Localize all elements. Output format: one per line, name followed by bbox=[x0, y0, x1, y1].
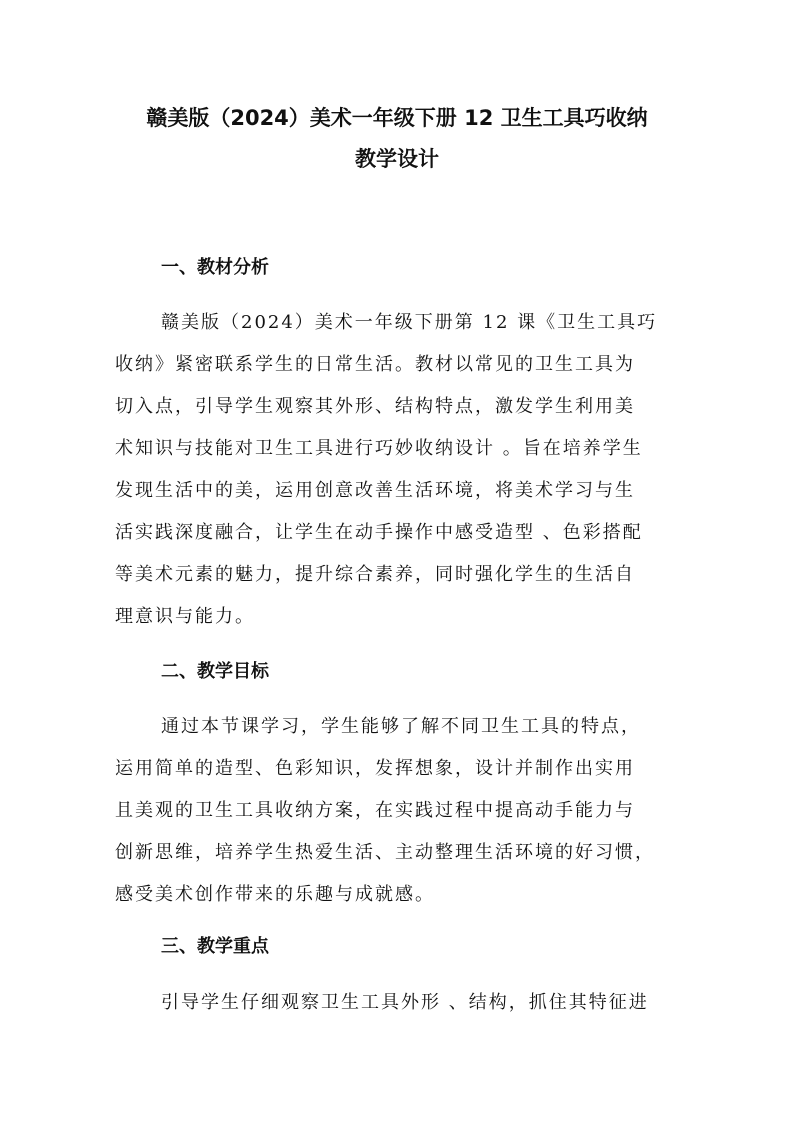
document-title: 赣美版（2024）美术一年级下册 12 卫生工具巧收纳 bbox=[146, 106, 648, 130]
paragraph-line: 术知识与技能对卫生工具进行巧妙收纳设计 。旨在培养学生 bbox=[115, 438, 643, 459]
document-subtitle: 教学设计 bbox=[355, 147, 439, 171]
section-heading-textbook-analysis: 一、教材分析 bbox=[161, 257, 269, 278]
section-heading-teaching-goals: 二、教学目标 bbox=[161, 661, 269, 682]
paragraph-line: 创新思维，培养学生热爱生活、主动整理生活环境的好习惯， bbox=[115, 842, 655, 863]
paragraph-line: 活实践深度融合，让学生在动手操作中感受造型 、色彩搭配 bbox=[115, 522, 643, 543]
paragraph-line: 引导学生仔细观察卫生工具外形 、结构，抓住其特征进 bbox=[161, 992, 649, 1013]
paragraph-line: 感受美术创作带来的乐趣与成就感。 bbox=[115, 884, 435, 905]
paragraph-line: 等美术元素的魅力，提升综合素养，同时强化学生的生活自 bbox=[115, 564, 635, 585]
paragraph-line: 理意识与能力。 bbox=[115, 606, 255, 627]
paragraph-line: 运用简单的造型、色彩知识，发挥想象，设计并制作出实用 bbox=[115, 758, 635, 779]
paragraph-line: 且美观的卫生工具收纳方案，在实践过程中提高动手能力与 bbox=[115, 800, 635, 821]
paragraph-line: 收纳》紧密联系学生的日常生活。教材以常见的卫生工具为 bbox=[115, 354, 635, 375]
section-heading-teaching-focus: 三、教学重点 bbox=[161, 936, 269, 957]
paragraph-line: 切入点，引导学生观察其外形、结构特点，激发学生利用美 bbox=[115, 396, 635, 417]
paragraph-line: 通过本节课学习，学生能够了解不同卫生工具的特点， bbox=[161, 716, 641, 737]
paragraph-line: 赣美版（2024）美术一年级下册第 12 课《卫生工具巧 bbox=[161, 312, 658, 333]
paragraph-line: 发现生活中的美，运用创意改善生活环境，将美术学习与生 bbox=[115, 480, 635, 501]
